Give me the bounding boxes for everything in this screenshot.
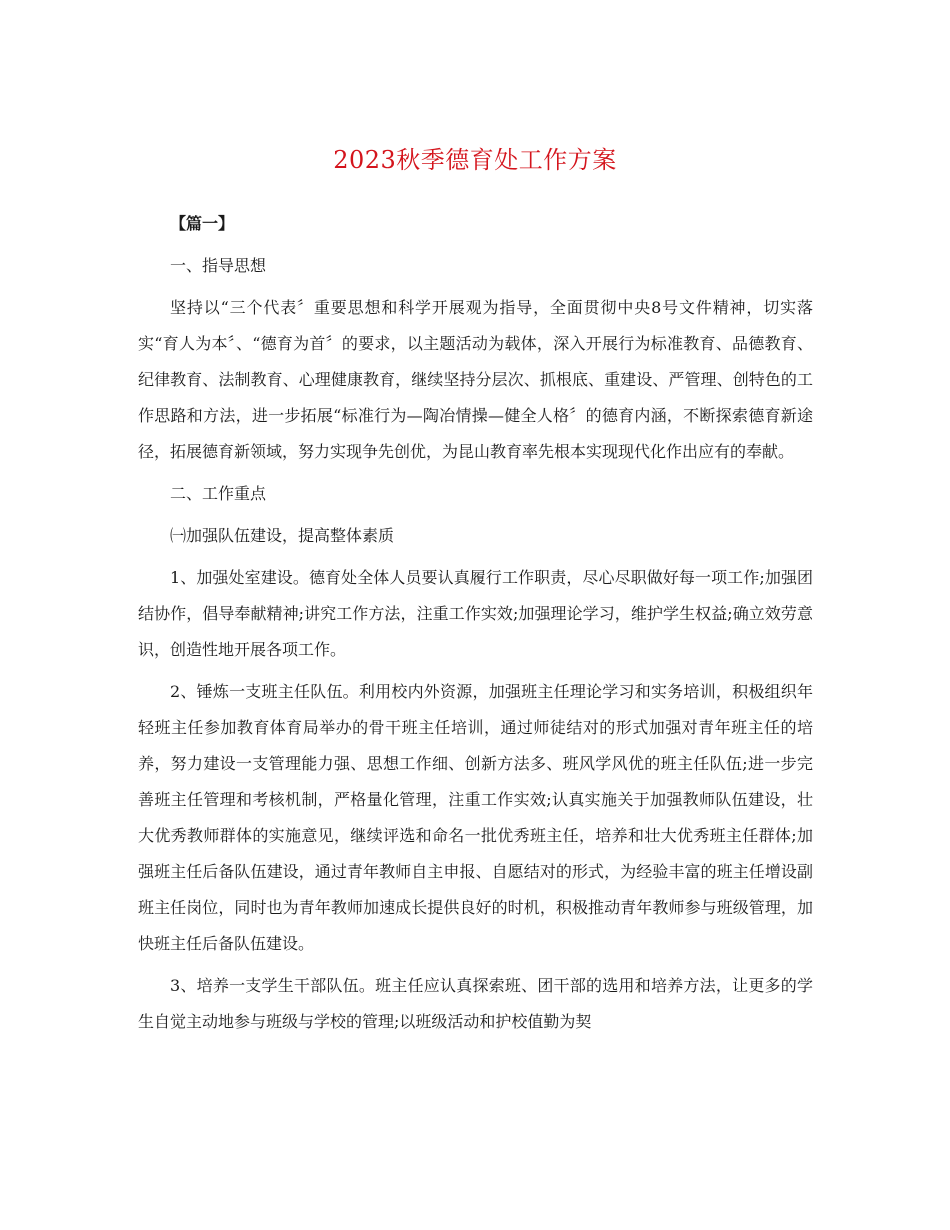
- document-title: 2023秋季德育处工作方案: [333, 146, 617, 174]
- paragraph: 3、培养一支学生干部队伍。班主任应认真探索班、团干部的选用和培养方法，让更多的学生自觉主动地参与班级与学校的管理;以班级活动和护校值勤为契: [138, 976, 813, 1031]
- paragraph: 2、锤炼一支班主任队伍。利用校内外资源，加强班主任理论学习和实务培训，积极组织年轻班主任参加教育体育局举办的骨干班主任培训，通过师徒结对的形式加强对青年班主任的培养，努力建设一支管理能力强、思想工作细、创新方法多、班风学风优的班主任队伍;进一步完善班主任管理和考核机制，严格量化管理，注重工作实效;认真实施关于加强教师队伍建设，壮大优秀教师群体的实施意见，继续评选和命名一批优秀班主任，培养和壮大优秀班主任群体;加强班主任后备队伍建设，通过青年教师自主申报、自愿结对的形式，为经验丰富的班主任增设副班主任岗位，同时也为青年教师加速成长提供良好的时机，积极推动青年教师参与班级管理，加快班主任后备队伍建设。: [138, 682, 813, 953]
- document-body: [138, 206, 813, 1046]
- section-heading-work-focus: 二、工作重点: [170, 484, 267, 503]
- section-heading-guiding-ideology: 一、指导思想: [170, 256, 267, 275]
- paragraph: 坚持以“三个代表〞重要思想和科学开展观为指导，全面贯彻中央8号文件精神，切实落实“育人为本〞、“德育为首〞的要求，以主题活动为载体，深入开展行为标准教育、品德教育、纪律教育、法制教育、心理健康教育，继续坚持分层次、抓根底、重建设、严管理、创特色的工作思路和方法，进一步拓展“标准行为—陶冶情操—健全人格〞的德育内涵，不断探索德育新途径，拓展德育新领域，努力实现争先创优，为昆山教育率先根本实现现代化作出应有的奉献。: [138, 298, 813, 461]
- subsection-heading: ㈠加强队伍建设，提高整体素质: [170, 526, 395, 545]
- section-label: 【篇一】: [170, 214, 235, 233]
- paragraph: 1、加强处室建设。德育处全体人员要认真履行工作职责，尽心尽职做好每一项工作;加强团结协作，倡导奉献精神;讲究工作方法，注重工作实效;加强理论学习，维护学生权益;确立效劳意识，创造性地开展各项工作。: [138, 568, 813, 659]
